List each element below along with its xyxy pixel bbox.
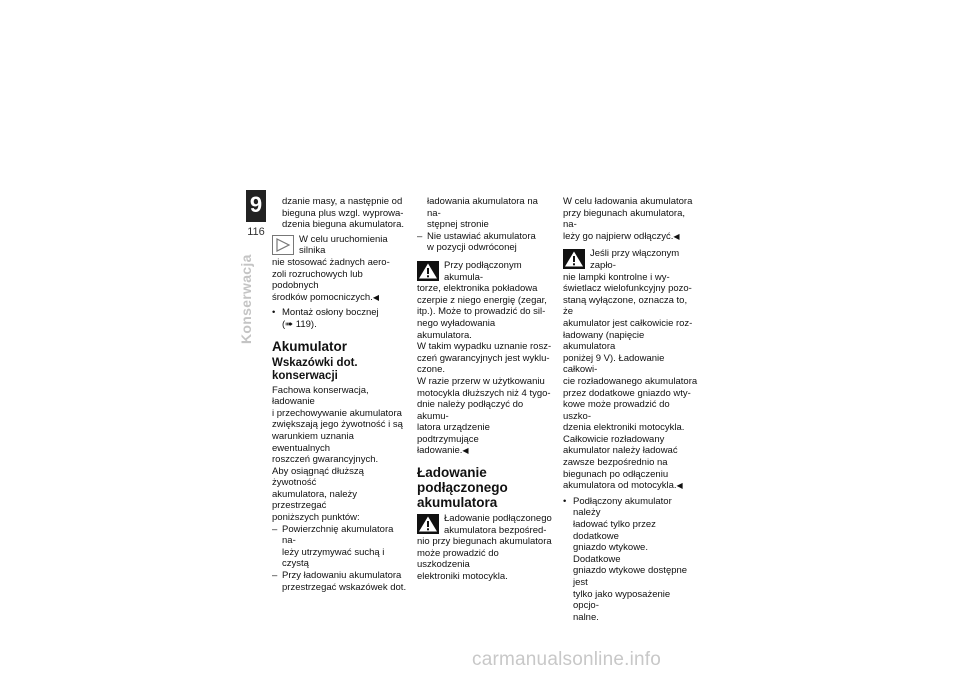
end-mark: ◀ <box>676 481 683 491</box>
section-title-charging-connected: Ładowanie podłączonego akumulatora <box>417 465 508 511</box>
dash-item-continued: ładowania akumulatora na na- stępnej stronie <box>427 196 538 231</box>
section-title-battery: Akumulator <box>272 338 348 354</box>
end-mark: ◀ <box>462 446 469 456</box>
note-triangle-icon <box>272 235 294 255</box>
bullet-side-cover: • Montaż osłony bocznej (➠ 119). <box>272 307 407 330</box>
paragraph-disconnect: W celu ładowania akumulatora przy biegunach akumulatora, na- leży go najpierw odłączyć.◀ <box>563 196 693 242</box>
subsection-title-maintenance: Wskazówki dot. konserwacji <box>272 356 358 382</box>
note-engine-start: W celu uruchomienia silnika nie stosować żadnych aero- zoli rozruchowych lub podobnych środków pomocniczych.◀ <box>272 233 390 303</box>
warning-triangle-icon <box>417 514 439 534</box>
chapter-side-label: Konserwacja <box>238 254 254 344</box>
dash-item-not-upside-down: – Nie ustawiać akumulatora w pozycji odwróconej <box>417 231 552 254</box>
end-mark: ◀ <box>673 231 680 241</box>
chapter-number-tab: 9 <box>246 190 266 220</box>
end-mark: ◀ <box>372 292 380 302</box>
warning-triangle-icon <box>563 249 585 269</box>
dash-item-charging: – Przy ładowaniu akumulatora przestrzegać wskazówek dot. <box>272 570 407 593</box>
warning-triangle-icon <box>417 261 439 281</box>
chapter-tab-underline <box>246 220 266 222</box>
watermark: carmanualsonline.info <box>472 649 662 670</box>
bullet-charge-via-socket: • Podłączony akumulator należy ładować tylko przez dodatkowe gniazdo wtykowe. Dodatkowe gniazdo wtykowe dostępne jest tylko jako wyposażenie opcjo- nalne. <box>563 496 698 624</box>
paragraph-storage: W razie przerw w użytkowaniu motocykla dłuższych niż 4 tygo- dnie należy podłączyć do akumu- latora urządzenie podtrzymujące ładowanie.◀ <box>417 375 551 457</box>
text-column-3 <box>563 196 698 623</box>
warning-onboard-electronics: Przy podłączonym akumula- torze, elektronika pokładowa czerpie z niego energię (zegar, itp.). Może to prowadzić do sil- nego wyładowania akumulatora. W takim wypadku uznanie rosz- czeń gwarancyjnych jest wyklu- czone. <box>417 259 552 376</box>
intro-paragraph: dzanie masy, a następnie od bieguna plus wzgl. wyprowa- dzenia bieguna akumulatora. <box>282 196 405 231</box>
paragraph-lifetime: Aby osiągnąć dłuższą żywotność akumulatora, należy przestrzegać poniższych punktów: <box>272 465 364 524</box>
text-column-2 <box>417 196 552 583</box>
paragraph-maintenance: Fachowa konserwacja, ładowanie i przechowywanie akumulatora zwiększają jego żywotność i są warunkiem uznania ewentualnych roszczeń gwarancyjnych. <box>272 384 403 466</box>
page-number: 116 <box>247 226 265 238</box>
dash-item-keep-dry: – Powierzchnię akumulatora na- leży utrzymywać suchą i czystą <box>272 524 407 570</box>
warning-direct-charging: Ładowanie podłączonego akumulatora bezpośred- nio przy biegunach akumulatora może prowadzić do uszkodzenia elektroniki motocykla. <box>417 513 552 583</box>
warning-fully-discharged: Jeśli przy włączonym zapło- nie lampki kontrolne i wy- świetlacz wielofunkcyjny pozo- staną wyłączone, oznacza to, że akumulator jest całkowicie roz- ładowany (napięcie akumulatora poniżej 9 V). Ładowanie całkowi- cie rozładowanego akumulatora przez dodatkowe gniazdo wty- kowe może prowadzić do uszko- dzenia elektroniki motocykla. Całkowicie rozładowany akumulator należy ładować zawsze bezpośrednio na biegunach po odłączeniu akumulatora od motocykla.◀ <box>563 248 698 492</box>
text-column-1 <box>272 196 407 593</box>
